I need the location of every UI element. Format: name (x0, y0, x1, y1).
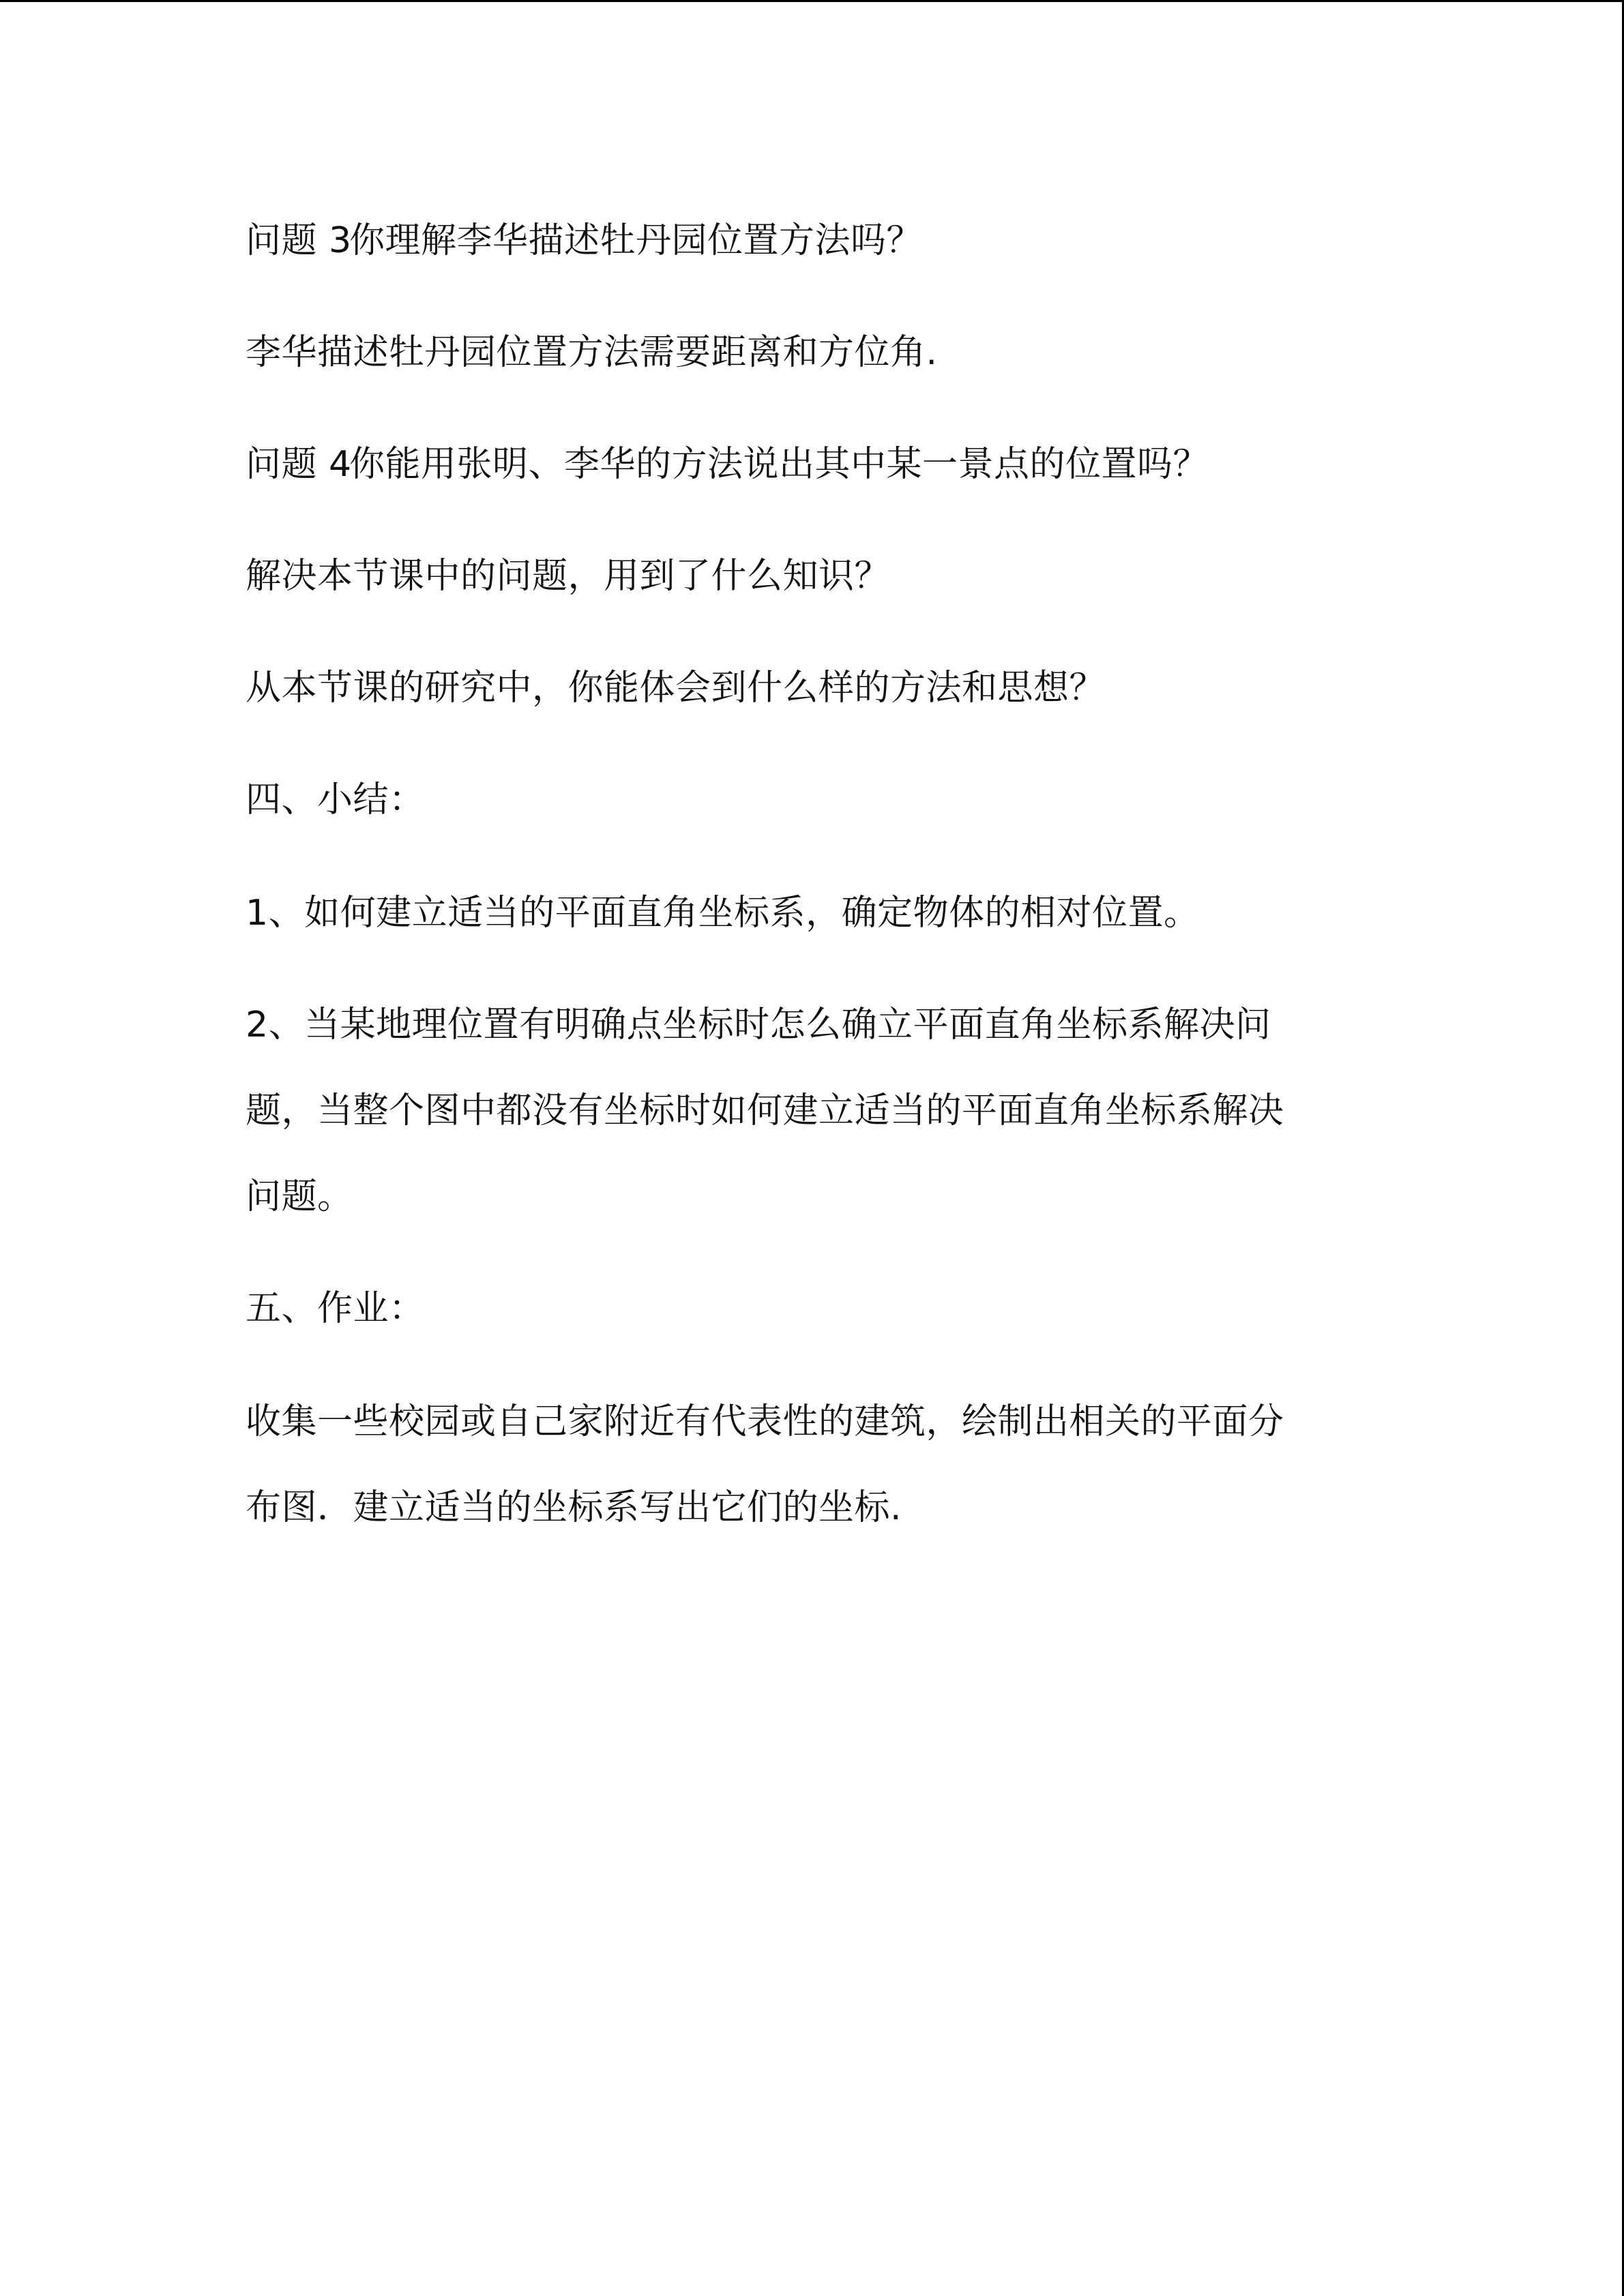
answer-3-line: 李华描述牡丹园位置方法需要距离和方位角. (246, 332, 938, 373)
summary-item-2-line-2: 题，当整个图中都没有坐标时如何建立适当的平面直角坐标系解决 (246, 1090, 1284, 1131)
question-4-line (246, 441, 1209, 488)
question-4-text: 你能用张明、李华的方法说出其中某一景点的位置吗？ (349, 444, 1209, 485)
page-top-border (0, 0, 1624, 2)
question-3-text: 你理解李华描述牡丹园位置方法吗？ (349, 220, 923, 261)
question-3-label: 问题 3 (246, 220, 352, 261)
summary-item-1: 1、如何建立适当的平面直角坐标系，确定物体的相对位置。 (246, 893, 1200, 934)
summary-item-2-line-3: 问题。 (246, 1176, 353, 1217)
summary-item-2-line-1: 2、当某地理位置有明确点坐标时怎么确立平面直角坐标系解决问 (246, 1004, 1271, 1045)
reflection-question-2: 从本节课的研究中，你能体会到什么样的方法和思想？ (246, 668, 1106, 709)
summary-heading: 四、小结： (246, 779, 425, 820)
reflection-question-1: 解决本节课中的问题，用到了什么知识？ (246, 556, 891, 597)
question-4-label: 问题 4 (246, 444, 352, 485)
homework-text-line-1: 收集一些校园或自己家附近有代表性的建筑，绘制出相关的平面分 (246, 1401, 1284, 1442)
homework-heading: 五、作业： (246, 1288, 425, 1329)
homework-text-line-2: 布图．建立适当的坐标系写出它们的坐标. (246, 1487, 902, 1528)
question-3-line (246, 217, 922, 265)
